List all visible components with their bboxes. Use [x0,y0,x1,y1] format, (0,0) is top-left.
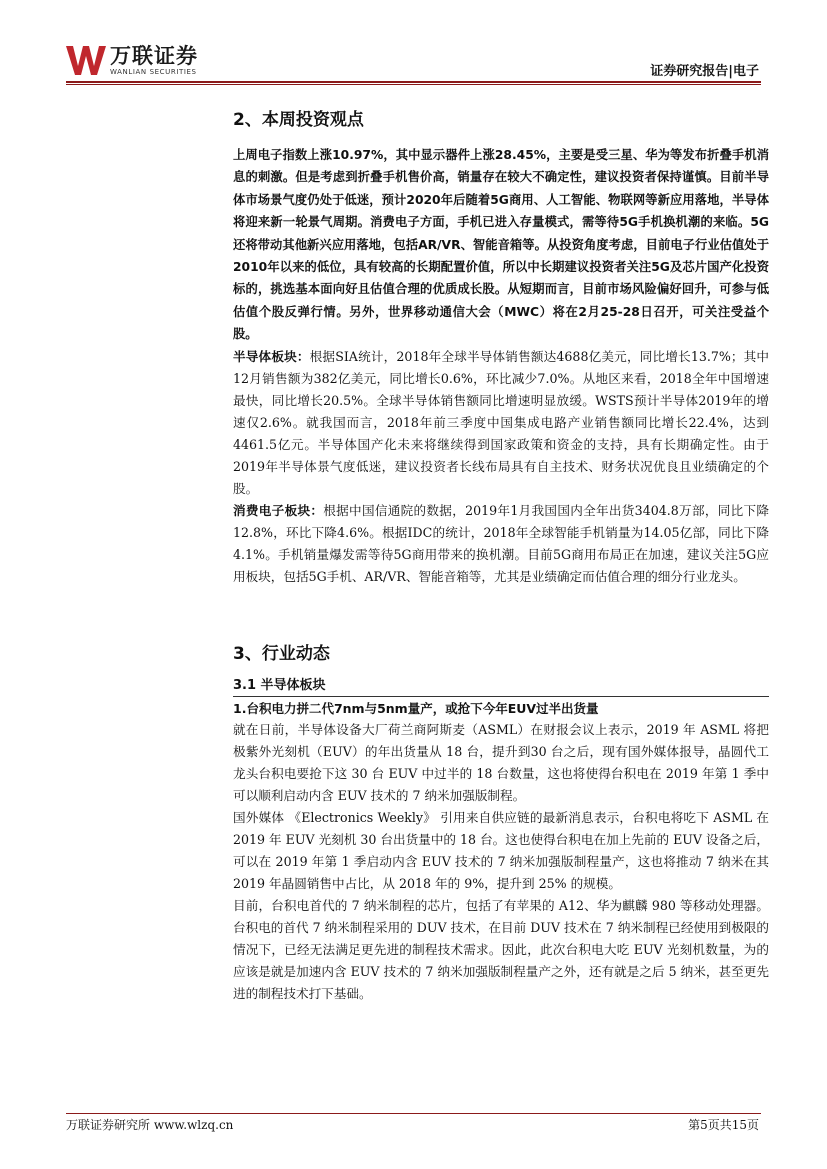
report-category: 证券研究报告|电子 [650,64,759,79]
consumer-electronics-lead: 消费电子板块： [233,502,324,518]
subsection-3-1-heading: 3.1 半导体板块 [233,677,326,693]
company-logo [66,44,236,78]
report-body [233,108,769,1005]
semiconductor-lead: 半导体板块： [233,348,310,364]
news-paragraph: 就在日前，半导体设备大厂荷兰商阿斯麦（ASML）在财报会议上表示，2019 年 ASML 将把极紫外光刻机（EUV）的年出货量从 18 台，提升到30 台之后，现有国外媒体报导，晶圆代工龙头台积电要抢下这 30 台 EUV 中过半的 18 台数量，这也将使得台积电在 2019 年第 1 季中可以顺利启动内含 EUV 技术的 7 纳米加强版制程。 [233,721,769,803]
news-paragraph: 目前，台积电首代的 7 纳米制程的芯片，包括了有苹果的 A12、华为麒麟 980 等移动处理器。台积电的首代 7 纳米制程采用的 DUV 技术，在目前 DUV 技术在 7 纳米制程已经使用到极限的情况下，已经无法满足更先进的制程技术需求。因此，此次台积电大吃 EUV 光刻机数量，为的应该是就是加速内含 EUV 技术的 7 纳米加强版制程量产之外，还有就是之后 5 纳米，甚至更先进的制程技术打下基础。 [233,897,769,1001]
investment-view-paragraph: 上周电子指数上涨10.97%，其中显示器件上涨28.45%，主要是受三星、华为等发布折叠手机消息的刺激。但是考虑到折叠手机售价高，销量存在较大不确定性，建议投资者保持谨慎。目前半导体市场景气度仍处于低迷，预计2020年后随着5G商用、人工智能、物联网等新应用落地，半导体将迎来新一轮景气周期。消费电子方面，手机已进入存量模式，需等待5G手机换机潮的来临。5G还将带动其他新兴应用落地，包括AR/VR、智能音箱等。从投资角度考虑，目前电子行业估值处于2010年以来的低位，具有较高的长期配置价值，所以中长期建议投资者关注5G及芯片国产化投资标的，挑选基本面向好且估值合理的优质成长股。从短期而言，目前市场风险偏好回升，可参与低估值个股反弹行情。另外，世界移动通信大会（MWC）将在2月25-28日召开，可关注受益个股。 [233,148,769,342]
news-paragraph: 国外媒体 《Electronics Weekly》 引用来自供应链的最新消息表示，台积电将吃下 ASML 在 2019 年 EUV 光刻机 30 台出货量中的 18 台。这也使得台积电在加上先前的 EUV 设备之后，可以在 2019 年第 1 季启动内含 EUV 技术的 7 纳米加强版制程量产，这也将推动 7 纳米在其 2019 年晶圆销售中占比，从 2018 年的 9%，提升到 25% 的规模。 [233,809,769,891]
consumer-electronics-paragraph [233,500,769,588]
header-rule-thin [66,84,761,85]
consumer-electronics-text: 根据中国信通院的数据，2019年1月我国国内全年出货3404.8万部，同比下降12.8%，环比下降4.6%。根据IDC的统计，2018年全球智能手机销量为14.05亿部，同比下降4.1%。手机销量爆发需等待5G商用带来的换机潮。目前5G商用布局正在加速，建议关注5G应用板块，包括5G手机、AR/VR、智能音箱等，尤其是业绩确定而估值合理的细分行业龙头。 [233,502,770,584]
semiconductor-text: 根据SIA统计，2018年全球半导体销售额达4688亿美元，同比增长13.7%；其中12月销售额为382亿美元，同比增长0.6%，环比减少7.0%。从地区来看，2018全年中国增速最快，同比增长20.5%。全球半导体销售额同比增速明显放缓。WSTS预计半导体2019年的增速仅2.6%。就我国而言，2018年前三季度中国集成电路产业销售额同比增长22.4%，达到4461.5亿元。半导体国产化未来将继续得到国家政策和资金的支持，具有长期确定性。由于2019年半导体景气度低迷，建议投资者长线布局具有自主技术、财务状况优良且业绩确定的个股。 [233,348,769,496]
section-2-heading: 2、本周投资观点 [233,110,364,130]
subsection-rule [233,696,769,697]
section-3-heading: 3、行业动态 [233,643,330,664]
header-rule [66,81,761,83]
logo-chinese-name: 万联证券 [110,44,198,68]
wanlian-logo-icon [66,44,106,76]
logo-english-name: WANLIAN SECURITIES [110,68,197,76]
page-number: 第5页共15页 [688,1118,759,1132]
footer-source: 万联证券研究所 www.wlzq.cn [66,1118,234,1132]
semiconductor-paragraph [233,346,769,500]
news-item-title: 1.台积电力拼二代7nm与5nm量产，或抢下今年EUV过半出货量 [233,700,599,716]
footer-rule [66,1113,761,1114]
